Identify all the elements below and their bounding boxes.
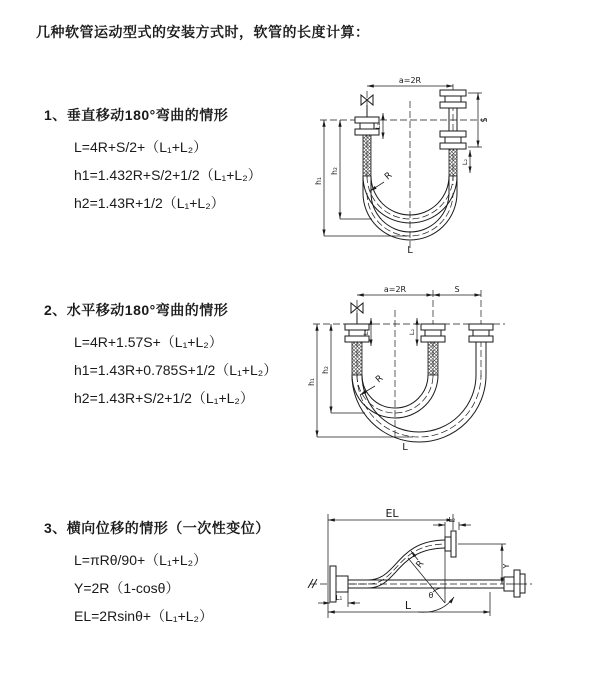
dimension-s xyxy=(433,285,481,295)
svg-text:h₁: h₁ xyxy=(314,177,323,185)
svg-text:h₂: h₂ xyxy=(330,167,339,175)
formula-line: h2=1.43R+S/2+1/2（L₁+L₂） xyxy=(74,390,254,406)
section-2 xyxy=(44,300,277,412)
flange-fitting-right xyxy=(504,570,525,597)
svg-text:R: R xyxy=(374,373,386,386)
svg-text:h₁: h₁ xyxy=(307,378,316,386)
svg-text:L₁: L₁ xyxy=(362,328,370,336)
svg-text:θ: θ xyxy=(428,591,434,600)
centerline xyxy=(320,84,488,249)
formula-line: h1=1.432R+S/2+1/2（L₁+L₂） xyxy=(74,167,262,183)
svg-text:L₁: L₁ xyxy=(374,122,382,130)
braided-hose xyxy=(352,342,362,375)
section-1-heading: 1、垂直移动180°弯曲的情形 xyxy=(44,107,229,123)
dimension-a2r xyxy=(357,285,433,295)
dimension-l xyxy=(328,592,490,616)
svg-text:S: S xyxy=(480,117,489,123)
angle-theta xyxy=(408,558,454,612)
radius-label xyxy=(360,374,385,395)
formula-line: Y=2R（1-cosθ） xyxy=(74,580,180,596)
section-3 xyxy=(44,518,270,630)
braided-hose xyxy=(363,135,371,176)
valve-icon xyxy=(361,95,373,117)
formula-line: L=4R+S/2+（L₁+L₂） xyxy=(74,139,208,155)
flange-fitting-right xyxy=(469,324,493,375)
dimension-el xyxy=(328,507,453,618)
svg-text:Y: Y xyxy=(502,563,511,569)
length-label: L xyxy=(402,442,408,453)
braided-hose xyxy=(428,342,438,375)
svg-text:h₂: h₂ xyxy=(321,366,330,374)
dimension-label: a=2R xyxy=(398,76,422,85)
length-label: L xyxy=(404,599,412,612)
flange-fitting-upper xyxy=(445,531,456,557)
dimension-l2 xyxy=(408,318,417,346)
braided-hose xyxy=(449,149,457,176)
svg-text:EL: EL xyxy=(385,507,399,520)
hose-s-curve xyxy=(348,540,446,588)
diagram-lateral-displacement xyxy=(300,500,600,650)
dimension-a2r xyxy=(367,76,453,86)
svg-text:a=2R: a=2R xyxy=(383,285,407,294)
formula-line: L=πRθ/90+（L₁+L₂） xyxy=(74,552,208,568)
diagram-horizontal-180-bend xyxy=(305,280,560,455)
formula-line: EL=2Rsinθ+（L₁+L₂） xyxy=(74,608,213,624)
dimension-l2 xyxy=(433,516,471,603)
dimension-l1 xyxy=(318,592,360,607)
dimension-l2 xyxy=(461,150,470,173)
formula-line: L=4R+1.57S+（L₁+L₂） xyxy=(74,334,223,350)
hose-u-bend xyxy=(352,375,486,442)
section-3-heading: 3、横向位移的情形（一次性变位） xyxy=(44,520,270,536)
radius-label xyxy=(370,171,394,191)
svg-text:L₁: L₁ xyxy=(335,594,343,602)
svg-text:L₂: L₂ xyxy=(461,158,469,166)
section-1 xyxy=(44,105,262,217)
formula-line: h1=1.43R+0.785S+1/2（L₁+L₂） xyxy=(74,362,278,378)
svg-text:L₂: L₂ xyxy=(408,328,416,336)
flange-fitting-middle xyxy=(421,324,445,375)
formula-line: h2=1.43R+1/2（L₁+L₂） xyxy=(74,195,225,211)
svg-text:R: R xyxy=(414,559,427,571)
section-2-heading: 2、水平移动180°弯曲的情形 xyxy=(44,302,229,318)
svg-text:S: S xyxy=(454,285,460,294)
svg-text:R: R xyxy=(383,170,395,183)
svg-text:L₂: L₂ xyxy=(448,516,456,524)
diagram-vertical-180-bend xyxy=(310,73,555,258)
length-label: L xyxy=(407,245,413,256)
page-title: 几种软管运动型式的安装方式时，软管的长度计算： xyxy=(36,24,370,40)
